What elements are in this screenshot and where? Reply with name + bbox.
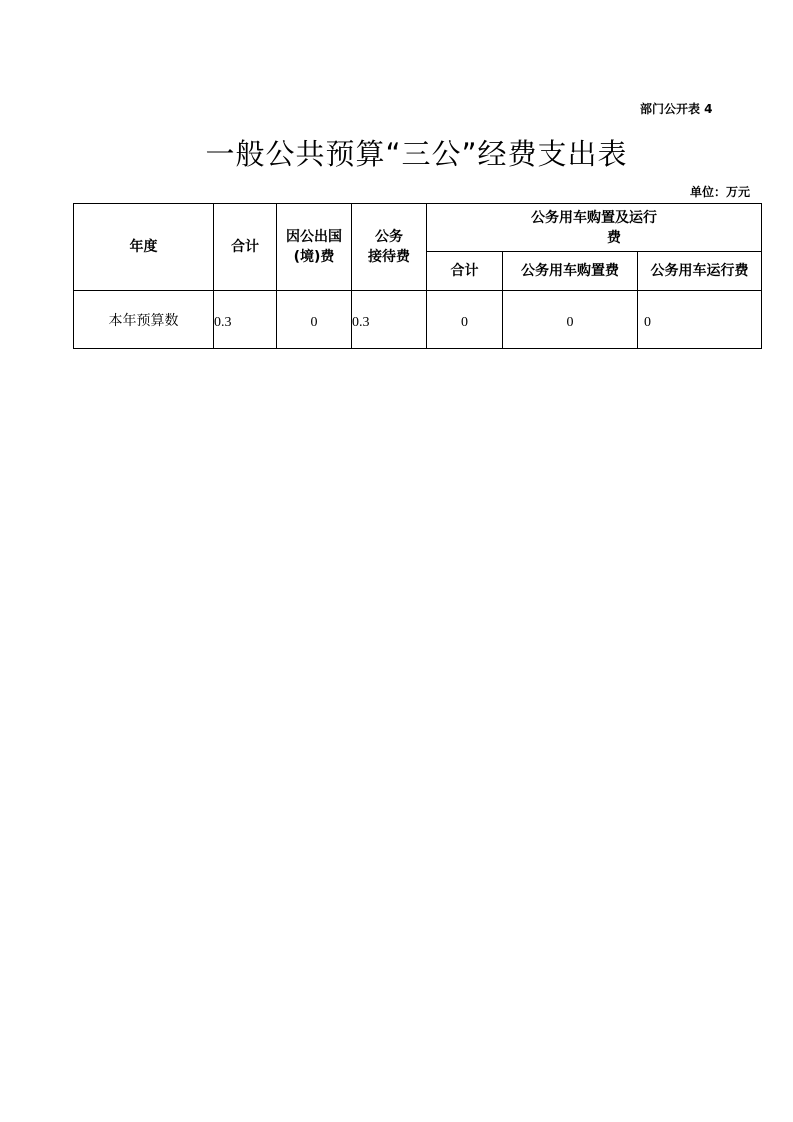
- header-overseas-line1: 因公出国: [286, 229, 342, 245]
- header-total-label: 合计: [231, 239, 259, 255]
- header-year: [74, 204, 214, 291]
- cell-overseas: 0: [277, 291, 352, 349]
- unit-label: 单位：万元: [690, 185, 751, 199]
- header-vehicle-operation: [638, 252, 762, 291]
- table-number-label: 部门公开表 4: [640, 102, 713, 116]
- three-public-expenses-table: [73, 203, 762, 349]
- header-reception: [352, 204, 427, 291]
- cell-vehicle-total: 0: [427, 291, 503, 349]
- cell-total: 0.3: [214, 291, 277, 349]
- header-overseas-line2: (境)费: [293, 249, 335, 265]
- cell-reception: 0.3: [352, 291, 427, 349]
- header-reception-line2: 接待费: [368, 249, 410, 265]
- header-year-label: 年度: [129, 239, 158, 255]
- cell-vehicle-purchase: 0: [503, 291, 638, 349]
- header-row-top: [74, 204, 762, 252]
- header-vehicle-total: [427, 252, 503, 291]
- header-vehicle-group-line1: 公务用车购置及运行: [531, 209, 657, 226]
- header-overseas: [277, 204, 352, 291]
- cell-year: 本年预算数: [74, 291, 214, 349]
- header-vehicle-total-label: 合计: [450, 263, 479, 279]
- cell-vehicle-operation: 0: [638, 291, 762, 349]
- header-vehicle-group: [427, 204, 762, 252]
- header-reception-line1: 公务: [375, 229, 403, 245]
- header-vehicle-purchase: [503, 252, 638, 291]
- table-row: [74, 291, 762, 349]
- header-total: [214, 204, 277, 291]
- page-title: 一般公共预算“三公”经费支出表: [205, 137, 628, 171]
- header-vehicle-purchase-label: 公务用车购置费: [521, 263, 619, 279]
- header-vehicle-operation-label: 公务用车运行费: [650, 263, 749, 279]
- header-vehicle-group-line2: 费: [607, 229, 621, 246]
